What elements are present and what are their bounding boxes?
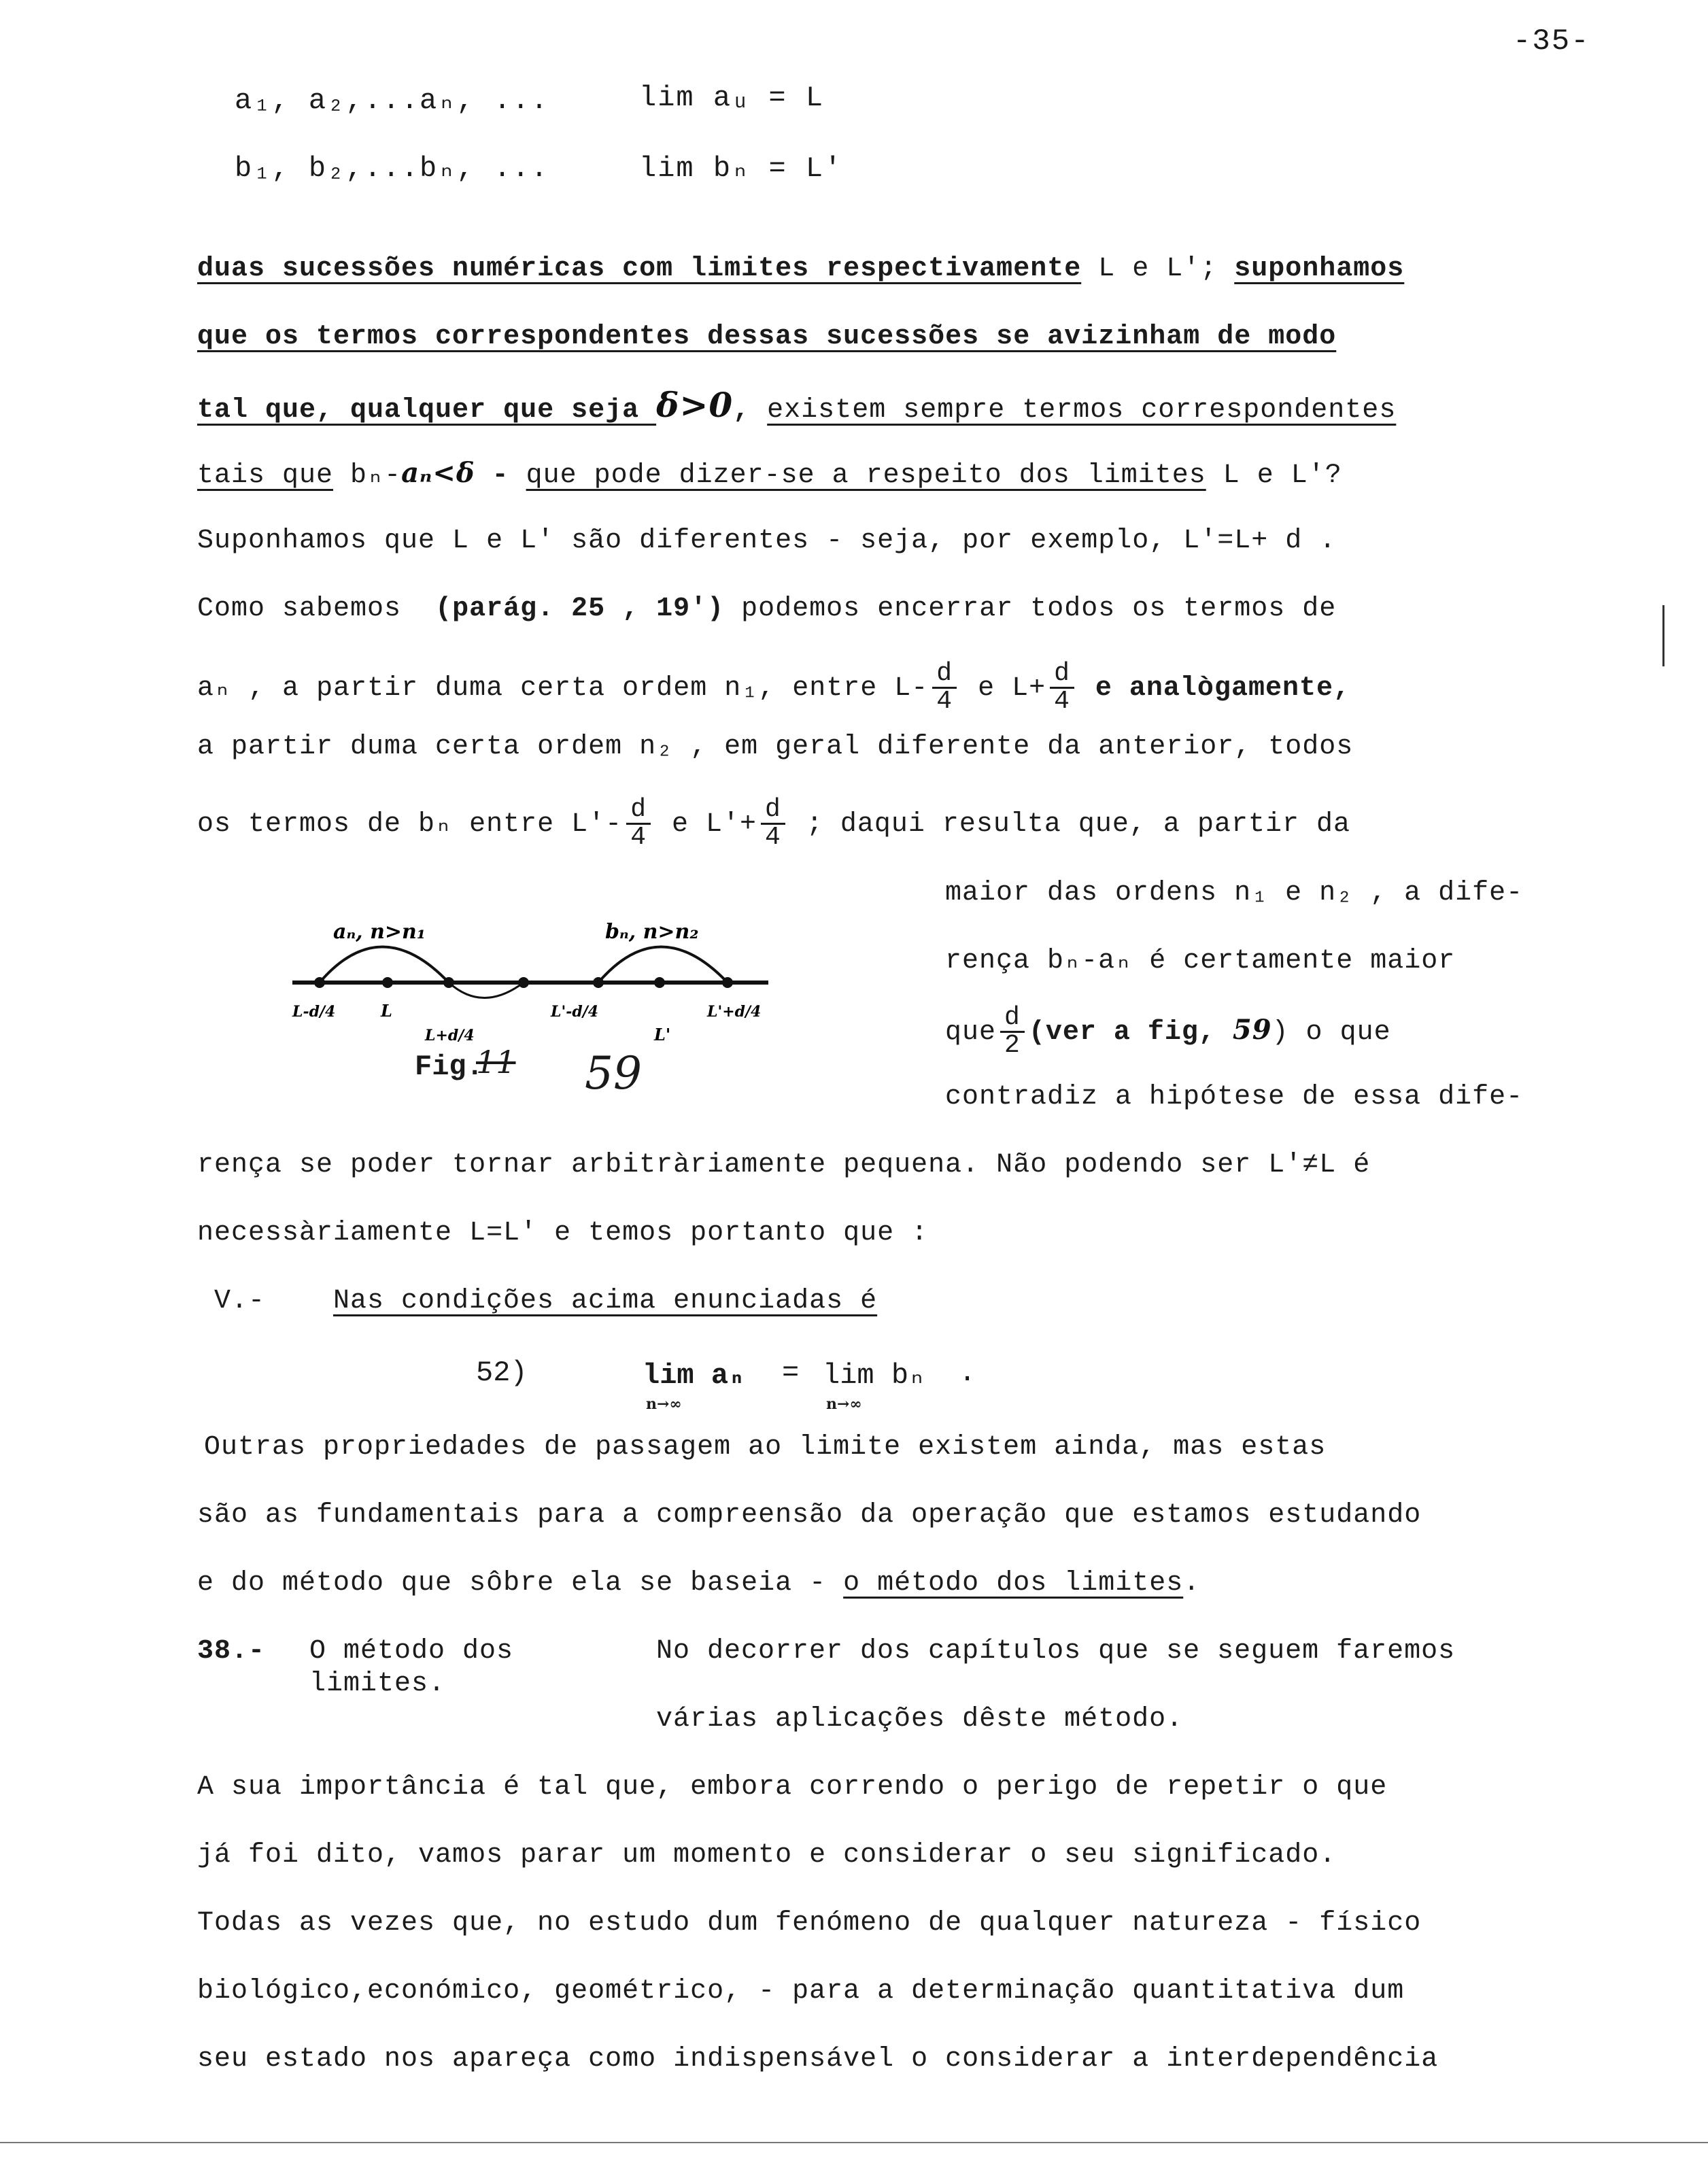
text-line: Suponhamos que L e L' são diferentes - seja, por exemplo, L'=L+ d . [197,526,1337,556]
text-line: No decorrer dos capítulos que se seguem faremos [656,1636,1456,1667]
text-line: os termos de bₙ entre L'- $\frac{d}{4}$ e L'+ $\frac{d}{4}$ ; daqui resulta que, a partir da [197,795,1350,852]
tick-point [443,977,454,988]
equation-number: 52) [476,1357,528,1389]
fraction: $\frac{d}{4}$ [761,797,785,851]
text-line: biológico,económico, geométrico, - para a determinação quantitativa dum [197,1976,1405,2007]
limit-subscript: n→∞ [646,1395,682,1413]
text-line: Como sabemos (parág. 25 , 19') podemos encerrar todos os termos de [197,594,1337,624]
tick-point [722,977,733,988]
text-line: rença bₙ-aₙ é certamente maior [945,946,1456,976]
equation-end: . [959,1357,976,1389]
text-line: contradiz a hipótese de essa dife- [945,1082,1524,1112]
limit-subscript: n→∞ [826,1395,862,1413]
text-line: já foi dito, vamos parar um momento e considerar o seu significado. [197,1840,1337,1871]
tick-label: L [381,1001,392,1021]
figure-number-line [279,904,782,1095]
equation-sign: = [782,1357,800,1389]
page-number: -35- [1513,24,1590,58]
page-bottom-rule [0,2142,1708,2143]
limit-a: lim aᵤ = L [639,82,825,114]
section-number: 38.- [197,1636,266,1667]
text-line: A sua importância é tal que, embora correndo o perigo de repetir o que [197,1772,1388,1803]
section-title: O método dos [309,1636,514,1667]
sequence-b: b₁, b₂,...bₙ, ... [235,152,549,185]
tick-label: L+d/4 [425,1027,475,1044]
fraction: $\frac{d}{2}$ [1000,1005,1025,1059]
text-line: tal que, qualquer que seja δ>0, existem sempre termos correspondentes [197,385,1397,426]
tick-point [382,977,393,988]
arc-gap [449,983,524,998]
text-line: que os termos correspondentes dessas sucessões se avizinham de modo [197,322,1337,352]
text-line: maior das ordens n₁ e n₂ , a dife- [945,878,1524,908]
fraction: $\frac{d}{4}$ [932,661,957,715]
text-line: rença se poder tornar arbitràriamente pequena. Não podendo ser L'≠L é [197,1150,1371,1180]
theorem-label: V.- [214,1286,266,1316]
text-line: Outras propriedades de passagem ao limite existem ainda, mas estas [204,1432,1327,1463]
text-line: duas sucessões numéricas com limites respectivamente L e L'; suponhamos [197,254,1405,284]
text-line: aₙ , a partir duma certa ordem n₁, entre L- $\frac{d}{4}$ e L+ $\frac{d}{4}$ e analògamente, [197,659,1350,716]
fraction: $\frac{d}{4}$ [1050,661,1074,715]
text-line: necessàriamente L=L' e temos portanto que : [197,1218,929,1248]
section-title: limites. [309,1669,446,1699]
arc-b [598,947,728,983]
text-line: Todas as vezes que, no estudo dum fenómeno de qualquer natureza - físico [197,1908,1422,1939]
arc-b-label: bₙ, n>n₂ [605,920,699,944]
text-line: que $\frac{d}{2}$ (ver a fig, 59) o que [945,1003,1391,1060]
sequence-a: a₁, a₂,...aₙ, ... [235,84,549,117]
tick-label: L' [654,1025,671,1044]
text-line: tais que bₙ-aₙ<δ - que pode dizer-se a respeito dos limites L e L'? [197,457,1342,491]
margin-mark [1662,605,1664,666]
arc-a-label: aₙ, n>n₁ [333,920,426,944]
figure-number: 59 [585,1047,642,1099]
figure-struck-number: 11 [476,1044,516,1080]
tick-point [518,977,529,988]
theorem-text: Nas condições acima enunciadas é [333,1286,878,1316]
tick-label: L'+d/4 [707,1003,762,1021]
tick-point [593,977,604,988]
figure-caption: Fig. [415,1051,483,1083]
text-line: são as fundamentais para a compreensão da operação que estamos estudando [197,1500,1422,1531]
fraction: $\frac{d}{4}$ [626,797,651,851]
tick-label: L-d/4 [292,1003,336,1021]
tick-point [314,977,325,988]
text-line: seu estado nos apareça como indispensável o considerar a interdependência [197,2044,1439,2075]
arc-a [320,947,449,983]
text-line: a partir duma certa ordem n₂ , em geral diferente da anterior, todos [197,732,1354,762]
text-line: várias aplicações dêste método. [656,1704,1184,1735]
tick-point [654,977,665,988]
equation-lhs: lim aₙ [643,1359,746,1392]
equation-rhs: lim bₙ [823,1359,926,1392]
limit-b: lim bₙ = L' [639,152,843,185]
text-line: e do método que sôbre ela se baseia - o método dos limites. [197,1568,1201,1599]
tick-label: L'-d/4 [551,1003,599,1021]
